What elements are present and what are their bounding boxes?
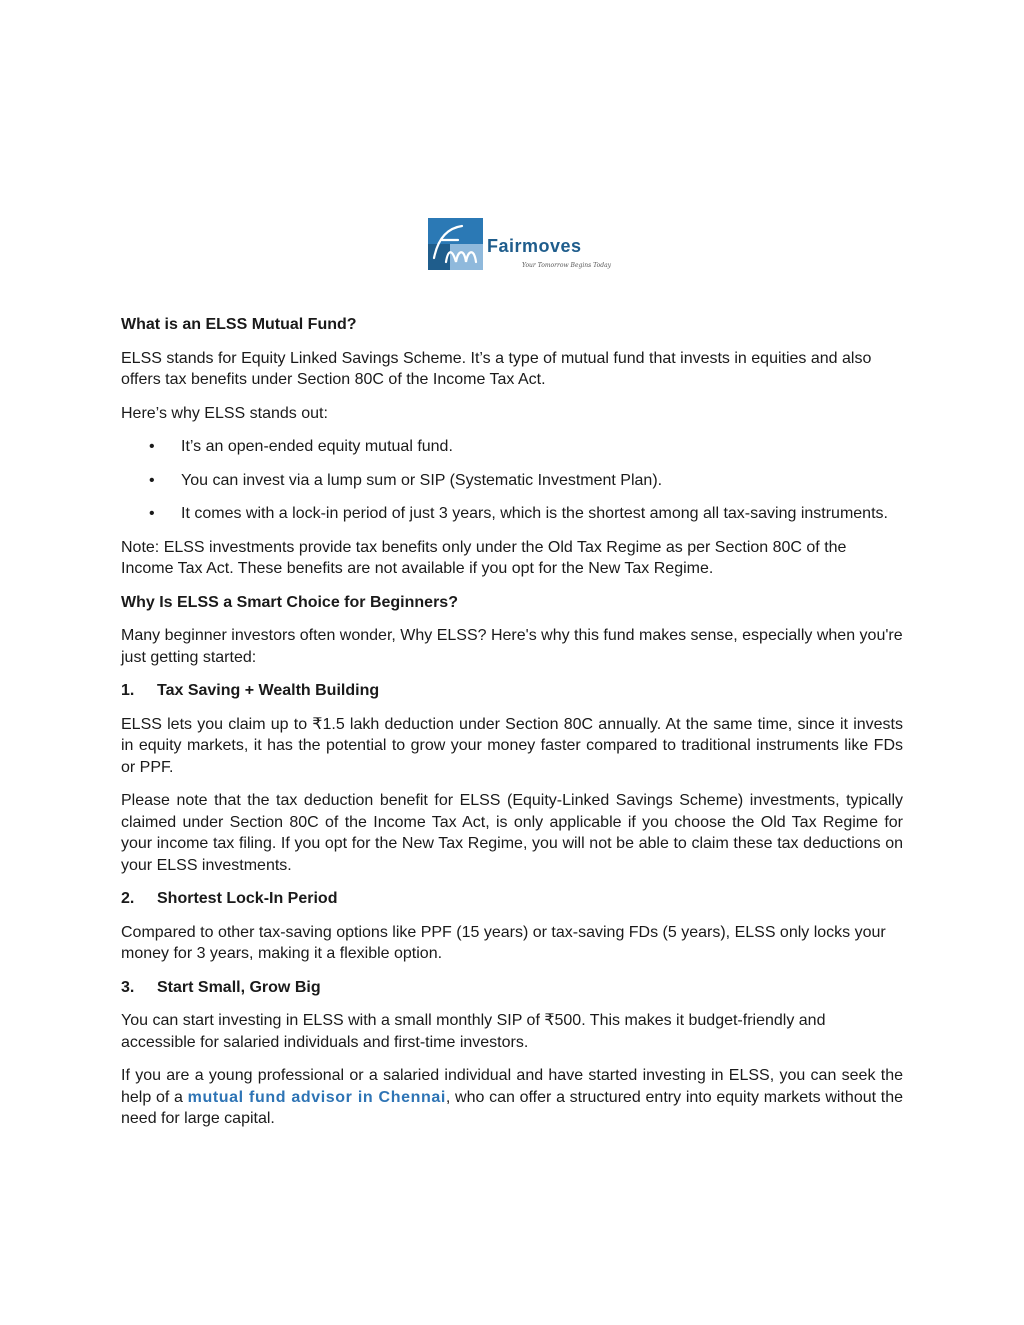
tax-regime-paragraph: Please note that the tax deduction benefit for ELSS (Equity-Linked Savings Scheme) investments, typically claimed under Section 80C of the Income Tax Act, is only applicable if you choose the Old Tax Regime for your income tax filing. If you opt for the New Tax Regime, you will not be able to claim these tax deductions on your ELSS investments. (121, 792, 903, 874)
bullet-icon: • (149, 438, 155, 455)
fairmoves-logo (428, 216, 612, 274)
tax-saving-paragraph: ELSS lets you claim up to ₹1.5 lakh deduction under Section 80C annually. At the same time, since it invests in equity markets, it has the potential to grow your money faster compared to traditional instruments like FDs or PPF. (121, 715, 903, 776)
bullet-icon: • (149, 471, 155, 489)
article-body (121, 314, 903, 1142)
lock-in-paragraph: Compared to other tax-saving options like PPF (15 years) or tax-saving FDs (5 years), ELSS only locks your money for 3 years, making it a flexible option. (121, 923, 886, 962)
list-item: • It’s an open-ended equity mutual fund. (121, 436, 903, 458)
mutual-fund-advisor-link[interactable]: mutual fund advisor in Chennai (187, 1088, 446, 1106)
point-heading-lock-in: 2. Shortest Lock-In Period (121, 890, 338, 907)
heading-what-is-elss: What is an ELSS Mutual Fund? (121, 316, 357, 333)
elss-features-list (121, 436, 903, 525)
heading-why-elss-beginners: Why Is ELSS a Smart Choice for Beginners? (121, 593, 458, 611)
point-heading-tax-saving: 1. Tax Saving + Wealth Building (121, 682, 380, 699)
bullet-icon: • (149, 505, 155, 522)
point-heading-start-small: 3. Start Small, Grow Big (121, 978, 321, 996)
logo-wordmark: Fairmoves (487, 236, 582, 256)
why-elss-intro: Here’s why ELSS stands out: (121, 404, 328, 422)
elss-definition-paragraph: ELSS stands for Equity Linked Savings Scheme. It’s a type of mutual fund that invests in equities and also offers tax benefits under Section 80C of the Income Tax Act. (121, 349, 872, 388)
old-regime-note: Note: ELSS investments provide tax benefits only under the Old Tax Regime as per Section 80C of the Income Tax Act. These benefits are not available if you opt for the New Tax Regime. (121, 538, 847, 577)
list-item: • You can invest via a lump sum or SIP (Systematic Investment Plan). (121, 470, 903, 492)
beginners-intro-paragraph: Many beginner investors often wonder, Why ELSS? Here's why this fund makes sense, especially when you're just getting started: (121, 627, 903, 666)
logo-tagline: Your Tomorrow Begins Today (522, 262, 612, 269)
list-item: • It comes with a lock-in period of just 3 years, which is the shortest among all tax-saving instruments. (121, 503, 903, 525)
fairmoves-logo-mark (428, 218, 483, 270)
start-small-paragraph: You can start investing in ELSS with a small monthly SIP of ₹500. This makes it budget-friendly and accessible for salaried individuals and first-time investors. (121, 1012, 826, 1051)
closing-paragraph: If you are a young professional or a salaried individual and have started investing in ELSS, you can seek the help of a mutual fund advisor in Chennai, who can offer a structured entry into equity markets without the need for large capital. (121, 1067, 904, 1127)
